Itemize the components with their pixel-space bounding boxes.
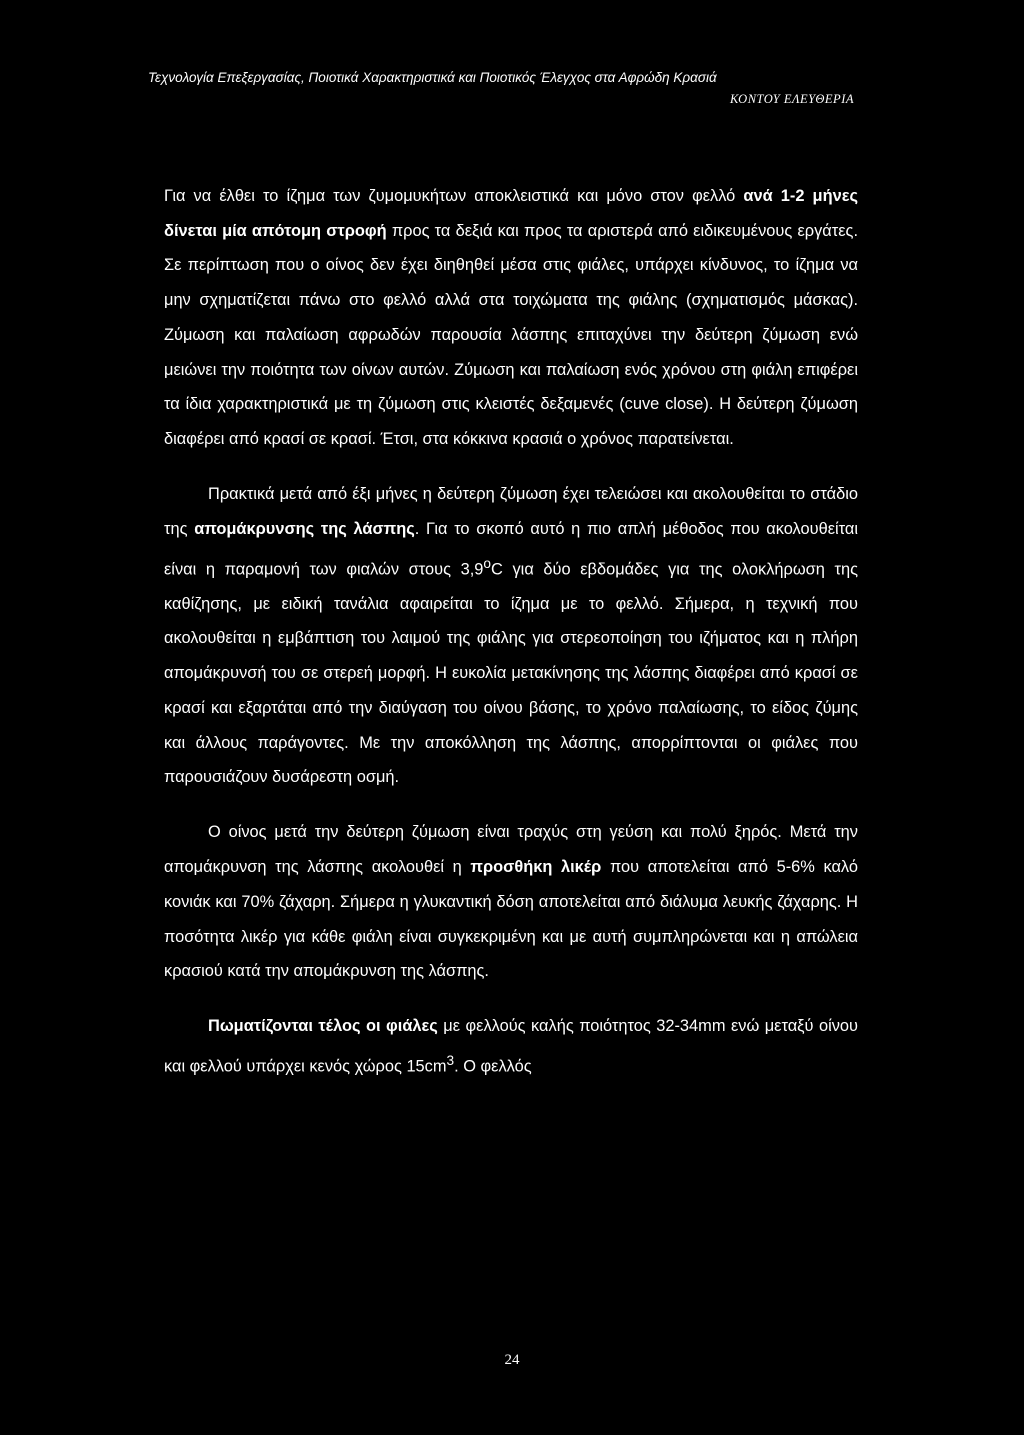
paragraph-disgorgement xyxy=(164,477,858,795)
paragraph-dosage xyxy=(164,815,858,989)
p2-text-a: Πρακτικά μετά από έξι μήνες η δεύτερη ζύμωση έχει τελειώσει και ακολουθείται το στάδιο της xyxy=(164,485,858,538)
p4-text-a: με φελλούς καλής ποιότητος 32-34mm ενώ μεταξύ οίνου και φελλού υπάρχει κενός χώρος 15cm xyxy=(164,1017,858,1076)
p4-cubic-sup: 3 xyxy=(446,1053,455,1069)
paragraph-riddling xyxy=(164,179,858,457)
p1-text-a: Για να έλθει το ίζημα των ζυμομυκήτων αποκλειστικά και μόνο στον φελλό xyxy=(164,187,744,205)
body-text xyxy=(164,179,858,1084)
p4-bold: Πωματίζονται τέλος οι φιάλες xyxy=(208,1017,438,1036)
p3-bold: προσθήκη λικέρ xyxy=(470,858,602,877)
running-header-title: Τεχνολογία Επεξεργασίας, Ποιοτικά Χαρακτηριστικά και Ποιοτικός Έλεγχος στα Αφρώδη Κρασιά xyxy=(148,70,717,85)
paragraph-corking xyxy=(164,1009,858,1084)
p2-bold: απομάκρυνσης της λάσπης xyxy=(194,519,415,538)
p2-degree-sup: o xyxy=(483,555,492,571)
p1-text-c: προς τα δεξιά και προς τα αριστερά από ειδικευμένους εργάτες. Σε περίπτωση που ο οίνος δεν έχει διηθηθεί μέσα στις φιάλες, υπάρχει κίνδυνος, το ίζημα να μην σχηματίζεται πάνω στο φελλό αλλά στα τοιχώματα της φιάλης (σχηματισμός μάσκας). Ζύμωση και παλαίωση αφρωδών παρουσία λάσπης επιταχύνει την δεύτερη ζύμωση ενώ μειώνει την ποιότητα των οίνων αυτών. Ζύμωση και παλαίωση ενός χρόνου στη φιάλη επιφέρει τα ίδια χαρακτηριστικά με τη ζύμωση στις κλειστές δεξαμενές (cuve close). Η δεύτερη ζύμωση διαφέρει από κρασί σε κρασί. Έτσι, στα κόκκινα κρασιά ο χρόνος παρατείνεται. xyxy=(164,221,858,448)
p4-text-c: . Ο φελλός xyxy=(454,1057,532,1076)
p3-text-c: που αποτελείται από 5-6% καλό κονιάκ και 70% ζάχαρη. Σήμερα η γλυκαντική δόση αποτελείται από διάλυμα λευκής ζάχαρης. Η ποσότητα λικέρ για κάθε φιάλη είναι συγκεκριμένη και με αυτή συμπληρώνεται και η απώλεια κρασιού κατά την απομάκρυνση της λάσπης. xyxy=(164,858,858,981)
page-number: 24 xyxy=(504,1352,520,1368)
p2-text-d: C για δύο εβδομάδες για της ολοκλήρωση της καθίζησης, με ειδική τανάλια αφαιρείται το ίζημα με το φελλό. Σήμερα, η τεχνική που ακολουθείται η εμβάπτιση του λαιμού της φιάλης για στερεοποίηση του ιζήματος και η πλήρη απομάκρυνσή του σε στερεή μορφή. Η ευκολία μετακίνησης της λάσπης διαφέρει από κρασί σε κρασί και εξαρτάται από την διαύγαση του οίνου βάσης, το χρόνο παλαίωσης, το είδος ζύμης και άλλους παράγοντες. Με την αποκόλληση της λάσπης, απορρίπτονται οι φιάλες που παρουσιάζουν δυσάρεστη οσμή. xyxy=(164,560,858,787)
p2-text-c: . Για το σκοπό αυτό η πιο απλή μέθοδος που ακολουθείται είναι η παραμονή των φιαλών στους 3,9 xyxy=(164,519,859,578)
p1-bold: ανά 1-2 μήνες δίνεται μία απότομη στροφή xyxy=(164,187,858,240)
p3-text-a: Ο οίνος μετά την δεύτερη ζύμωση είναι τραχύς στη γεύση και πολύ ξηρός. Μετά την απομάκρυνση της λάσπης ακολουθεί η xyxy=(164,823,858,877)
running-header-author: ΚΟΝΤΟΥ ΕΛΕΥΘΕΡΙΑ xyxy=(730,92,854,106)
